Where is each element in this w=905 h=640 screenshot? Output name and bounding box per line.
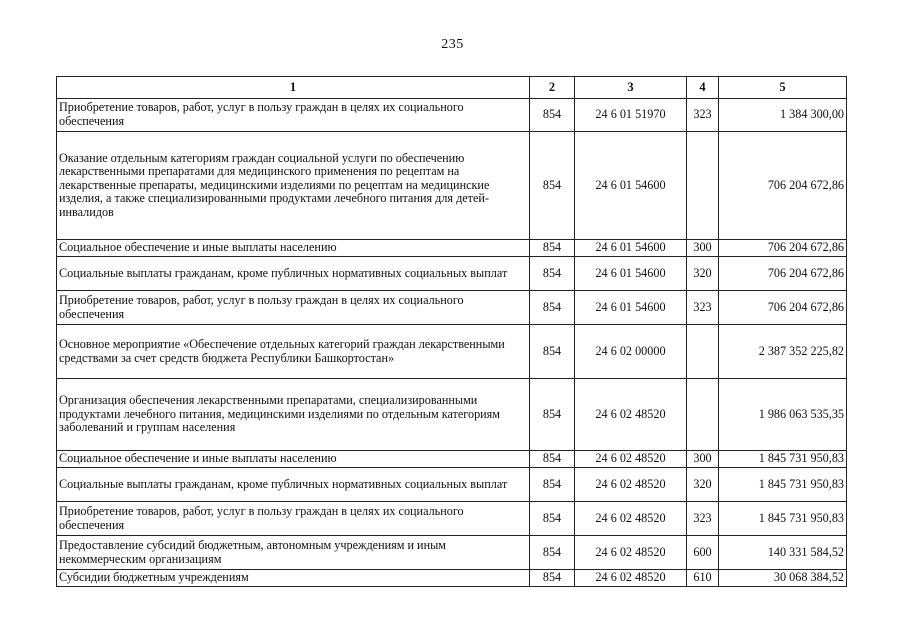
- row-target-code: 24 6 02 48520: [575, 379, 687, 451]
- row-amount: 706 204 672,86: [719, 291, 847, 325]
- row-name: Оказание отдельным категориям граждан социальной услуги по обеспечению лекарственными препаратами для медицинского применения по рецептам на лекарственные препараты, медицинскими изделиями по рецептам на медицинские изделия, а также специализированными продуктами лечебного питания для детей-инвалидов: [57, 132, 530, 240]
- table-row: [57, 570, 847, 587]
- row-amount: 706 204 672,86: [719, 257, 847, 291]
- row-amount: 1 986 063 535,35: [719, 379, 847, 451]
- table-row: [57, 468, 847, 502]
- row-target-code: 24 6 01 54600: [575, 132, 687, 240]
- row-name: Приобретение товаров, работ, услуг в пользу граждан в целях их социального обеспечения: [57, 99, 530, 132]
- row-name: Социальное обеспечение и иные выплаты населению: [57, 240, 530, 257]
- row-name: Организация обеспечения лекарственными препаратами, специализированными продуктами лечебного питания, медицинскими изделиями по отдельным категориям заболеваний и группам населения: [57, 379, 530, 451]
- row-expense-type: 320: [687, 257, 719, 291]
- row-expense-type: 300: [687, 451, 719, 468]
- row-target-code: 24 6 01 54600: [575, 291, 687, 325]
- column-header-4: 4: [687, 77, 719, 99]
- table-row: [57, 325, 847, 379]
- row-name: Социальные выплаты гражданам, кроме публичных нормативных социальных выплат: [57, 257, 530, 291]
- row-name: Приобретение товаров, работ, услуг в пользу граждан в целях их социального обеспечения: [57, 291, 530, 325]
- row-ministry-code: 854: [530, 468, 575, 502]
- row-ministry-code: 854: [530, 325, 575, 379]
- row-amount: 140 331 584,52: [719, 536, 847, 570]
- row-ministry-code: 854: [530, 291, 575, 325]
- row-expense-type: [687, 325, 719, 379]
- row-target-code: 24 6 02 48520: [575, 570, 687, 587]
- row-expense-type: [687, 379, 719, 451]
- row-expense-type: 323: [687, 502, 719, 536]
- row-amount: 1 845 731 950,83: [719, 468, 847, 502]
- table-row: [57, 379, 847, 451]
- row-expense-type: 610: [687, 570, 719, 587]
- table-row: [57, 240, 847, 257]
- row-ministry-code: 854: [530, 240, 575, 257]
- row-name: Основное мероприятие «Обеспечение отдельных категорий граждан лекарственными средствами за счет средств бюджета Республики Башкортостан»: [57, 325, 530, 379]
- row-name: Социальное обеспечение и иные выплаты населению: [57, 451, 530, 468]
- row-ministry-code: 854: [530, 502, 575, 536]
- row-target-code: 24 6 02 48520: [575, 502, 687, 536]
- row-amount: 1 845 731 950,83: [719, 451, 847, 468]
- table-row: [57, 132, 847, 240]
- row-expense-type: 320: [687, 468, 719, 502]
- row-ministry-code: 854: [530, 257, 575, 291]
- column-header-1: 1: [57, 77, 530, 99]
- row-target-code: 24 6 02 48520: [575, 451, 687, 468]
- row-target-code: 24 6 01 51970: [575, 99, 687, 132]
- table-row: [57, 536, 847, 570]
- row-target-code: 24 6 01 54600: [575, 240, 687, 257]
- row-expense-type: 323: [687, 99, 719, 132]
- row-name: Субсидии бюджетным учреждениям: [57, 570, 530, 587]
- row-amount: 2 387 352 225,82: [719, 325, 847, 379]
- row-expense-type: 600: [687, 536, 719, 570]
- row-target-code: 24 6 01 54600: [575, 257, 687, 291]
- column-header-2: 2: [530, 77, 575, 99]
- table-row: [57, 99, 847, 132]
- row-ministry-code: 854: [530, 451, 575, 468]
- row-name: Предоставление субсидий бюджетным, автономным учреждениям и иным некоммерческим организациям: [57, 536, 530, 570]
- table-header-row: [57, 77, 847, 99]
- row-target-code: 24 6 02 48520: [575, 468, 687, 502]
- row-ministry-code: 854: [530, 570, 575, 587]
- row-ministry-code: 854: [530, 379, 575, 451]
- row-expense-type: [687, 132, 719, 240]
- budget-table: [56, 76, 847, 587]
- row-amount: 1 845 731 950,83: [719, 502, 847, 536]
- table-row: [57, 451, 847, 468]
- row-amount: 706 204 672,86: [719, 132, 847, 240]
- row-amount: 1 384 300,00: [719, 99, 847, 132]
- row-expense-type: 300: [687, 240, 719, 257]
- row-target-code: 24 6 02 00000: [575, 325, 687, 379]
- page-number: 235: [441, 37, 464, 52]
- row-target-code: 24 6 02 48520: [575, 536, 687, 570]
- row-expense-type: 323: [687, 291, 719, 325]
- row-ministry-code: 854: [530, 536, 575, 570]
- row-ministry-code: 854: [530, 99, 575, 132]
- row-ministry-code: 854: [530, 132, 575, 240]
- row-name: Приобретение товаров, работ, услуг в пользу граждан в целях их социального обеспечения: [57, 502, 530, 536]
- table-row: [57, 257, 847, 291]
- column-header-3: 3: [575, 77, 687, 99]
- row-amount: 706 204 672,86: [719, 240, 847, 257]
- table-row: [57, 291, 847, 325]
- row-amount: 30 068 384,52: [719, 570, 847, 587]
- column-header-5: 5: [719, 77, 847, 99]
- row-name: Социальные выплаты гражданам, кроме публичных нормативных социальных выплат: [57, 468, 530, 502]
- table-row: [57, 502, 847, 536]
